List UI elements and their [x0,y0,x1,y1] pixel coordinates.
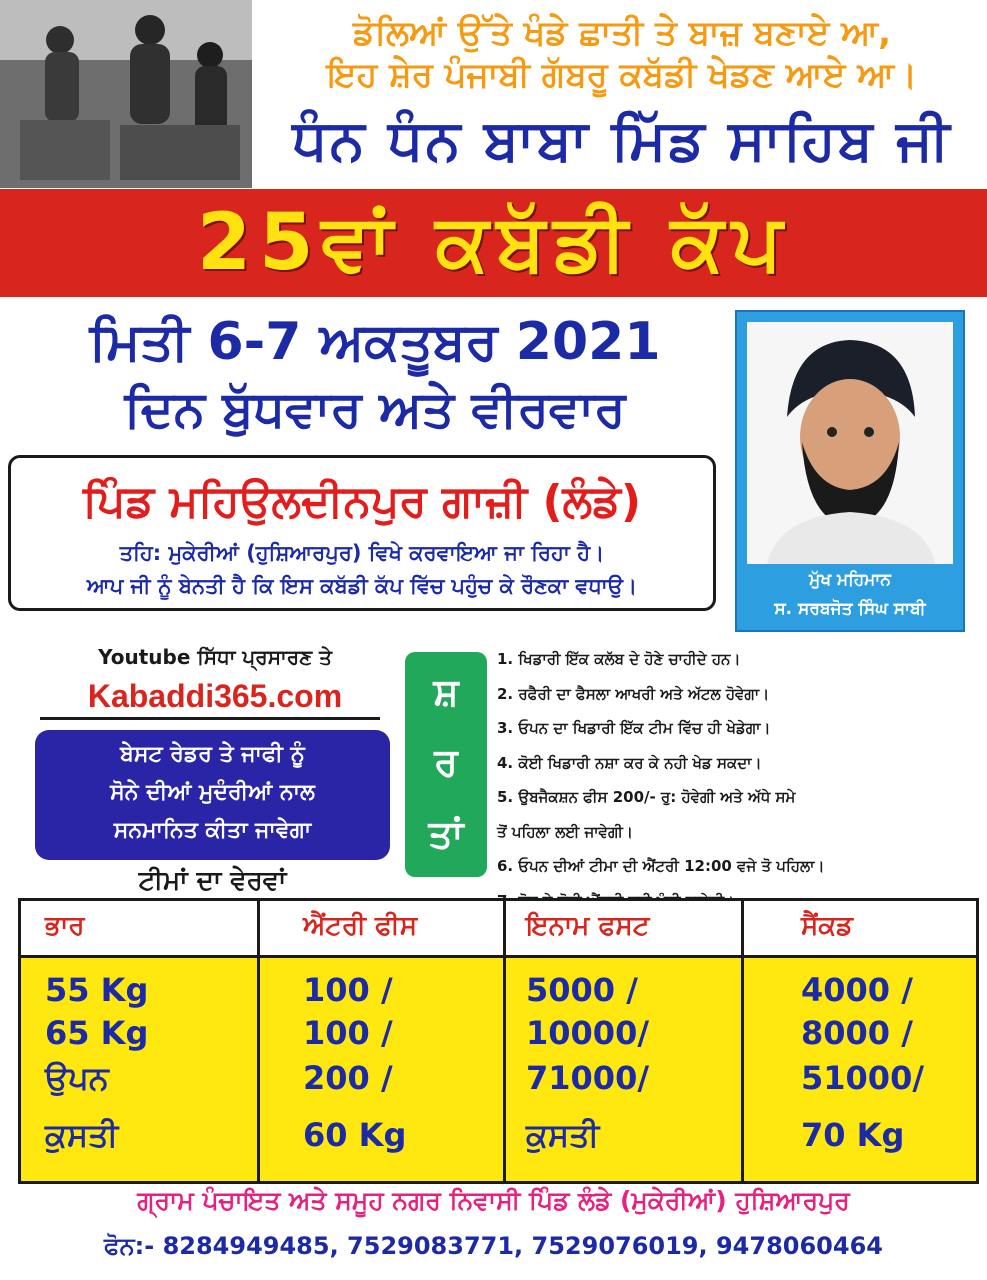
chief-guest-name: ਸ. ਸਰਬਜੋਤ ਸਿੰਘ ਸਾਬੀ [774,599,926,619]
rule-item: 3. ਓਪਨ ਦਾ ਖਿਡਾਰੀ ਇੱਕ ਟੀਮ ਵਿੱਚ ਹੀ ਖੇਡੇਗਾ। [497,719,771,737]
column-header-second-prize: ਸੈਂਕਡ [801,911,853,941]
table-cell: 4000 / [801,971,913,1009]
table-cell: 200 / [303,1059,393,1097]
footer-organizer: ਗ੍ਰਾਮ ਪੰਚਾਇਤ ਅਤੇ ਸਮੂਹ ਨਗਰ ਨਿਵਾਸੀ ਪਿੰਡ ਲੰਡੇ (ਮੁਕੇਰੀਆਂ) ਹੁਸ਼ਿਆਰਪੁਰ [137,1186,850,1215]
teams-details-label: ਟੀਮਾਂ ਦਾ ਵੇਰਵਾਂ [138,866,287,896]
column-divider [257,901,260,1181]
rules-tab-char: ਸ਼ [433,670,459,714]
rules-tab [405,652,487,877]
rule-item: 2. ਰਫੈਰੀ ਦਾ ਫੈਸਲਾ ਆਖਰੀ ਅਤੇ ਅੱਟਲ ਹੋਵੇਗਾ। [497,684,770,703]
award-box [35,730,390,860]
table-cell: 71000/ [526,1059,650,1097]
rules-list [497,642,982,918]
footer-phones: ਫੋਨ:- 8284949485, 7529083771, 7529076019, 9478060464 [104,1232,883,1260]
column-divider [503,901,506,1181]
table-cell: 5000 / [526,971,638,1009]
rules-tab-char: ਤਾਂ [428,812,464,856]
table-header-row [21,901,976,958]
column-header-entry-fee: ਐਂਟਰੀ ਫੀਸ [303,911,418,941]
venue-detail-2: ਆਪ ਜੀ ਨੂੰ ਬੇਨਤੀ ਹੈ ਕਿ ਇਸ ਕਬੱਡੀ ਕੱਪ ਵਿੱਚ ਪਹੁੰਚ ਕੇ ਰੌਣਕਾ ਵਧਾਉ। [86,574,638,598]
table-cell: 100 / [303,971,393,1009]
rule-item: 6. ਓਪਨ ਦੀਆਂ ਟੀਮਾ ਦੀ ਐਂਟਰੀ 12:00 ਵਜੇ ਤੋ ਪਹਿਲਾ। [497,857,825,875]
website-link[interactable]: Kabaddi365.com [87,678,343,714]
table-cell: ਕੁਸਤੀ [45,1116,119,1154]
verse-line-2: ਇਹ ਸ਼ੇਰ ਪੰਜਾਬੀ ਗੱਬਰੂ ਕਬੱਡੀ ਖੇਡਣ ਆਏ ਆ। [326,55,918,95]
event-days: ਦਿਨ ਬੁੱਧਵਾਰ ਅਤੇ ਵੀਰਵਾਰ [124,380,626,438]
chief-guest-photo [747,322,953,564]
cup-title: 25ਵਾਂ ਕਬੱਡੀ ਕੱਪ [196,197,791,288]
rule-item: ਤੋਂ ਪਹਿਲਾ ਲਈ ਜਾਵੇਗੀ। [497,822,634,841]
column-header-first-prize: ਇਨਾਮ ਫਸਟ [526,911,650,941]
table-cell: 10000/ [526,1014,650,1052]
website-underline [40,717,380,720]
venue-box [8,455,716,611]
table-cell: ਕੁਸਤੀ [526,1116,600,1154]
temple-title: ਧੰਨ ਧੰਨ ਬਾਬਾ ਮਿੱਡ ਸਾਹਿਬ ਜੀ [292,108,952,173]
venue-detail-1: ਤਹਿ: ਮੁਕੇਰੀਆਂ (ਹੁਸ਼ਿਆਰਪੁਰ) ਵਿਖੇ ਕਰਵਾਇਆ ਜਾ ਰਿਹਾ ਹੈ। [119,541,605,565]
table-cell: 51000/ [801,1059,925,1097]
rule-item: 1. ਖਿਡਾਰੀ ਇੱਕ ਕਲੱਬ ਦੇ ਹੋਣੇ ਚਾਹੀਦੇ ਹਨ। [497,650,741,668]
entry-table [18,898,979,1184]
rule-item: 4. ਕੋਈ ਖਿਡਾਰੀ ਨਸ਼ਾ ਕਰ ਕੇ ਨਹੀ ਖੇਡ ਸਕਦਾ। [497,753,762,772]
table-cell: 60 Kg [303,1116,407,1154]
table-cell: 65 Kg [45,1014,149,1052]
table-cell: 55 Kg [45,971,149,1009]
cup-banner [0,189,987,297]
youtube-broadcast-label: Youtube ਸਿੱਧਾ ਪ੍ਰਸਾਰਣ ਤੇ [98,645,332,669]
table-cell: ਉਪਨ [45,1059,109,1097]
table-cell: 8000 / [801,1014,913,1052]
chief-guest-role: ਮੁੱਖ ਮਹਿਮਾਨ [809,570,891,590]
award-line-3: ਸਨਮਾਨਿਤ ਕੀਤਾ ਜਾਵੇਗਾ [113,818,312,843]
verse-line-1: ਡੋਲਿਆਂ ਉੱਤੇ ਖੰਡੇ ਛਾਤੀ ਤੇ ਬਾਜ਼ ਬਣਾਏ ਆ, [352,13,892,53]
table-cell: 100 / [303,1014,393,1052]
column-header-weight: ਭਾਰ [45,911,85,941]
chief-guest-card [735,310,965,632]
event-date: ਮਿਤੀ 6-7 ਅਕਤੂਬਰ 2021 [89,312,661,372]
award-line-2: ਸੋਨੇ ਦੀਆਂ ਮੁਦੰਰੀਆਂ ਨਾਲ [110,780,315,805]
kabaddi-players-photo [0,0,252,188]
rule-item: 5. ਉਬਜੈਕਸ਼ਨ ਫੀਸ 200/- ਰੁ: ਹੋਵੇਗੀ ਅਤੇ ਅੱਧੇ ਸਮੇ [497,788,796,806]
column-divider [741,901,744,1181]
table-cell: 70 Kg [801,1116,905,1154]
venue-name: ਪਿੰਡ ਮਹਿਉਲਦੀਨਪੁਰ ਗਾਜ਼ੀ (ਲੰਡੇ) [82,476,642,527]
rules-tab-char: ਰ [434,740,458,784]
award-line-1: ਬੇਸਟ ਰੇਡਰ ਤੇ ਜਾਫੀ ਨੂੰ [120,742,305,767]
